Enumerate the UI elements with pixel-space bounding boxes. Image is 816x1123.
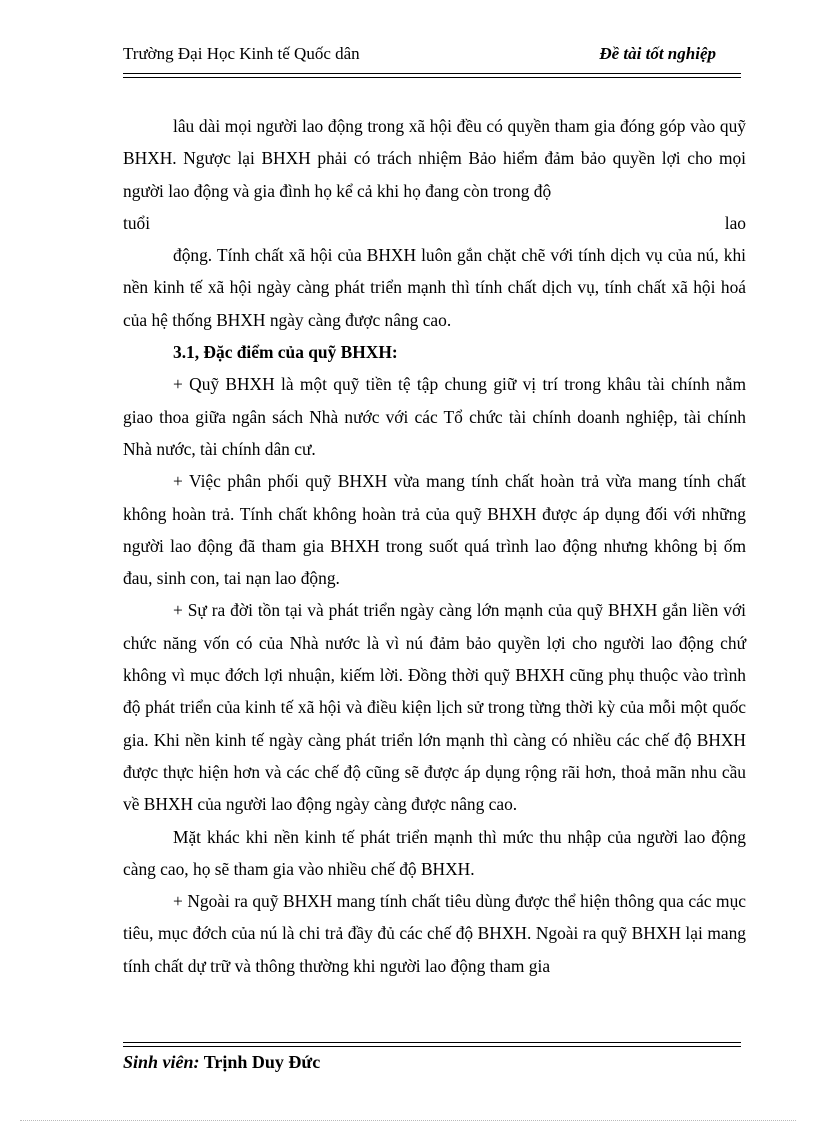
- word-lao: lao: [724, 212, 746, 233]
- paragraph-6: Mặt khác khi nền kinh tế phát triển mạnh thì mức thu nhập của người lao động càng cao, họ sẽ tham gia vào nhiều chế độ BHXH.: [123, 826, 746, 879]
- paragraph-2: động. Tính chất xã hội của BHXH luôn gắn chặt chẽ với tính dịch vụ của nú, khi nền kinh tế xã hội ngày càng phát triển mạnh thì tính chất dịch vụ, tính chất xã hội hoá của hệ thống BHXH ngày càng được nâng cao.: [123, 245, 746, 330]
- paragraph-1-last-line: [123, 207, 746, 239]
- word-tuoi: tuổi: [123, 212, 151, 233]
- footer-label: Sinh viên:: [123, 1052, 200, 1072]
- footer-student: [123, 1052, 320, 1073]
- paragraph-1: lâu dài mọi người lao động trong xã hội đều có quyền tham gia đóng góp vào quỹ BHXH. Ngược lại BHXH phải có trách nhiệm Bảo hiểm đảm bảo quyền lợi cho mọi người lao động và gia đình họ kể cả khi họ đang còn trong độ: [123, 116, 746, 201]
- footer-double-rule: [123, 1042, 741, 1047]
- page-edge-dotted-line: [20, 1120, 796, 1121]
- header-double-rule: [123, 73, 741, 78]
- paragraph-5: + Sự ra đời tồn tại và phát triển ngày càng lớn mạnh của quỹ BHXH gắn liền với chức năng vốn có của Nhà nước là vì nú đảm bảo quyền lợi cho người lao động chứ không vì mục đớch lợi nhuận, kiếm lời. Đồng thời quỹ BHXH cũng phụ thuộc vào trình độ phát triển của kinh tế xã hội và điều kiện lịch sử trong từng thời kỳ của mỗi một quốc gia. Khi nền kinh tế ngày càng phát triển lớn mạnh thì càng có nhiều các chế độ BHXH được thực hiện hơn và các chế độ cũng sẽ được áp dụng rộng rãi hơn, thoả mãn nhu cầu về BHXH của người lao động ngày càng được nâng cao.: [123, 600, 746, 815]
- document-body: [123, 110, 746, 982]
- footer-student-name: Trịnh Duy Đức: [203, 1052, 321, 1072]
- section-heading: 3.1, Đặc điểm của quỹ BHXH:: [173, 342, 398, 363]
- paragraph-7: + Ngoài ra quỹ BHXH mang tính chất tiêu dùng được thể hiện thông qua các mục tiêu, mục đớch của nú là chi trả đầy đủ các chế độ BHXH. Ngoài ra quỹ BHXH lại mang tính chất dự trữ và thông thường khi người lao động tham gia: [123, 891, 746, 976]
- header-thesis-title: Đề tài tốt nghiệp: [599, 44, 716, 63]
- paragraph-4: + Việc phân phối quỹ BHXH vừa mang tính chất hoàn trả vừa mang tính chất không hoàn trả. Tính chất không hoàn trả của quỹ BHXH được áp dụng đối với những người lao động đã tham gia BHXH trong suốt quá trình lao động nhưng không bị ốm đau, sinh con, tai nạn lao động.: [123, 471, 746, 589]
- header-school-name: Trường Đại Học Kinh tế Quốc dân: [123, 44, 360, 63]
- paragraph-3: + Quỹ BHXH là một quỹ tiền tệ tập chung giữ vị trí trong khâu tài chính nằm giao thoa giữa ngân sách Nhà nước với các Tổ chức tài chính doanh nghiệp, tài chính Nhà nước, tài chính dân cư.: [123, 374, 746, 459]
